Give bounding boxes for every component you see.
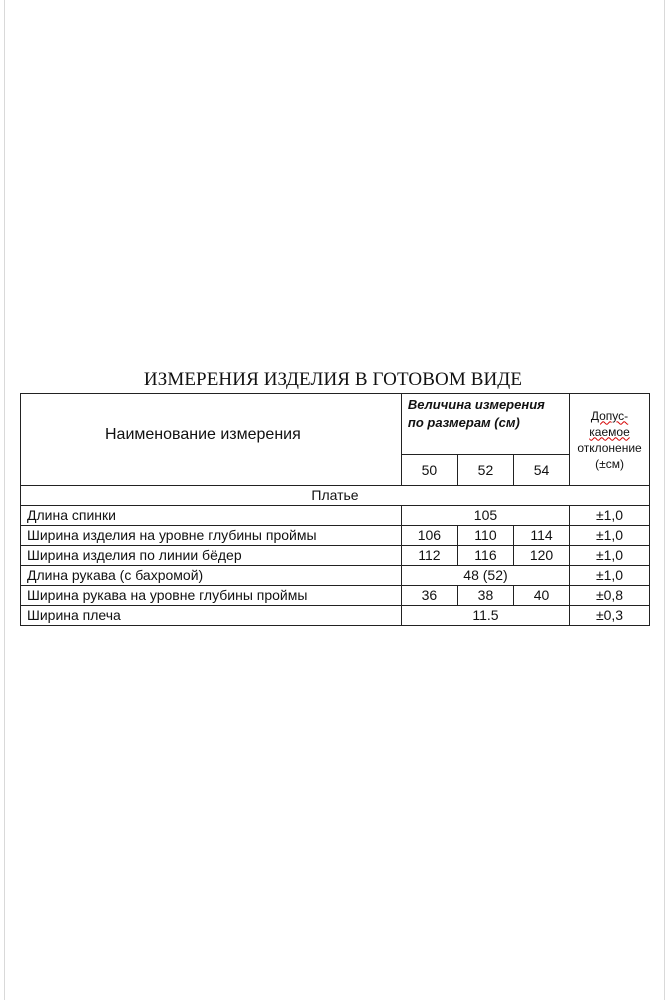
section-row xyxy=(21,486,650,506)
row-value: 11.5 xyxy=(401,606,569,626)
row-name: Ширина изделия по линии бёдер xyxy=(21,546,402,566)
row-value: 105 xyxy=(401,506,569,526)
row-tolerance: ±1,0 xyxy=(570,546,650,566)
document-title: ИЗМЕРЕНИЯ ИЗДЕЛИЯ В ГОТОВОМ ВИДЕ xyxy=(143,369,523,390)
measurement-table xyxy=(20,393,650,626)
row-tolerance: ±0,3 xyxy=(570,606,650,626)
header-tolerance xyxy=(570,394,650,486)
size-50: 50 xyxy=(401,455,457,486)
row-name: Ширина рукава на уровне глубины проймы xyxy=(21,586,402,606)
row-name: Длина спинки xyxy=(21,506,402,526)
row-value-52: 116 xyxy=(457,546,513,566)
header-measurement-name: Наименование измерения xyxy=(21,394,402,486)
row-value: 48 (52) xyxy=(401,566,569,586)
row-tolerance: ±1,0 xyxy=(570,526,650,546)
table-header-row xyxy=(21,394,650,455)
header-tolerance-line3: отклонение xyxy=(577,440,642,455)
row-value-50: 112 xyxy=(401,546,457,566)
row-value-50: 106 xyxy=(401,526,457,546)
table-row xyxy=(21,546,650,566)
header-measurement-value: Величина измерения по размерам (см) xyxy=(401,394,569,455)
row-value-52: 110 xyxy=(457,526,513,546)
row-tolerance: ±1,0 xyxy=(570,506,650,526)
table-row xyxy=(21,566,650,586)
row-tolerance: ±1,0 xyxy=(570,566,650,586)
row-value-54: 120 xyxy=(513,546,569,566)
row-tolerance: ±0,8 xyxy=(570,586,650,606)
table-row xyxy=(21,606,650,626)
row-value-54: 114 xyxy=(513,526,569,546)
row-value-54: 40 xyxy=(513,586,569,606)
section-title: Платье xyxy=(21,486,650,506)
table-row xyxy=(21,586,650,606)
table-row xyxy=(21,506,650,526)
header-tolerance-line1: Допус- xyxy=(590,408,629,423)
header-tolerance-line4: (±см) xyxy=(595,456,624,471)
size-54: 54 xyxy=(513,455,569,486)
row-name: Ширина изделия на уровне глубины проймы xyxy=(21,526,402,546)
row-name: Длина рукава (с бахромой) xyxy=(21,566,402,586)
size-52: 52 xyxy=(457,455,513,486)
row-value-52: 38 xyxy=(457,586,513,606)
row-value-50: 36 xyxy=(401,586,457,606)
row-name: Ширина плеча xyxy=(21,606,402,626)
header-tolerance-line2: каемое xyxy=(589,424,630,439)
table-row xyxy=(21,526,650,546)
